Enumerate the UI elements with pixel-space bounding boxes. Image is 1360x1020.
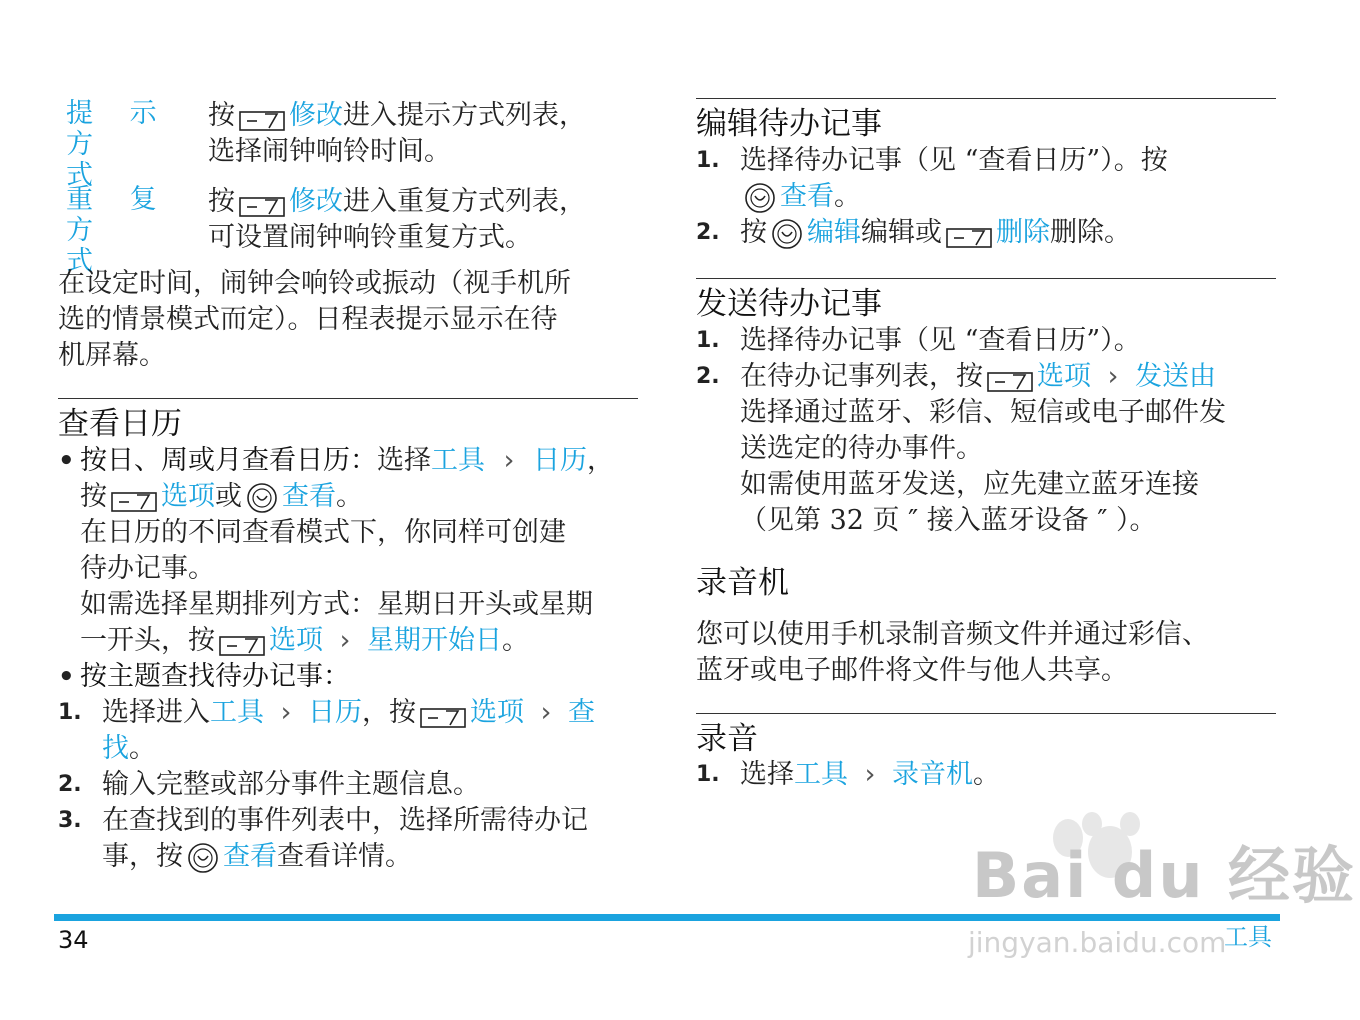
watermark-brand: Bai du 经验 (972, 839, 1357, 912)
chevron-right-icon: › (503, 445, 515, 476)
left-softkey-icon (987, 367, 1033, 389)
watermark-url: jingyan.baidu.com (968, 926, 1227, 959)
term-label-line: 式 (66, 160, 107, 191)
text: 选择通过蓝牙、彩信、短信或电子邮件发 (740, 397, 1226, 428)
section-divider (696, 98, 1276, 99)
text: 按 (208, 186, 235, 217)
step-number: 1. (58, 700, 82, 725)
view-link[interactable]: 查看 (282, 481, 336, 512)
chevron-right-icon: › (280, 697, 292, 728)
modify-link[interactable]: 修改 (289, 100, 343, 131)
left-softkey-icon (219, 631, 265, 653)
section-divider (58, 398, 638, 399)
chevron-right-icon: › (540, 697, 552, 728)
text: 在待办记事列表，按 (740, 361, 983, 392)
section-heading-recorder: 录音机 (696, 565, 789, 601)
chevron-right-icon: › (1107, 361, 1119, 392)
term-label-line: 提 示 方 (66, 98, 171, 160)
left-softkey-icon (946, 223, 992, 245)
text: 机屏幕。 (58, 340, 166, 371)
tools-link[interactable]: 工具 (794, 759, 848, 790)
term-label-line: 式 (66, 246, 107, 277)
options-link[interactable]: 选项 (269, 625, 323, 656)
chevron-right-icon: › (339, 625, 351, 656)
ok-navkey-icon (771, 218, 803, 250)
ok-navkey-icon (187, 842, 219, 874)
text: 蓝牙或电子邮件将文件与他人共享。 (696, 655, 1128, 686)
text: 。 (336, 481, 363, 512)
step-number: 2. (58, 772, 82, 797)
step-number: 2. (696, 364, 720, 389)
bullet-lead: 按日、周或月查看日历： (80, 445, 377, 476)
text: 进入提示方式列表， (343, 100, 586, 131)
left-softkey-icon (111, 487, 157, 509)
text: 送选定的待办事件。 (740, 433, 983, 464)
view-link[interactable]: 查看 (780, 181, 834, 212)
bullet-marker: • (58, 446, 75, 476)
section-divider (696, 713, 1276, 714)
footer-bar (54, 914, 1280, 921)
text: 选择 (377, 445, 431, 476)
text: 可设置闹钟响铃重复方式。 (208, 222, 532, 253)
section-heading-send-todo: 发送待办记事 (696, 286, 882, 322)
week-start-link[interactable]: 星期开始日 (367, 625, 502, 656)
text: 选的情景模式而定）。日程表提示显示在待 (58, 304, 558, 335)
calendar-link[interactable]: 日历 (308, 697, 362, 728)
delete-link[interactable]: 删除 (996, 217, 1050, 248)
bullet-marker: • (58, 662, 75, 692)
left-softkey-icon (420, 703, 466, 725)
section-divider (696, 278, 1276, 279)
text: 按 (740, 217, 767, 248)
term-label (66, 98, 191, 191)
send-via-link[interactable]: 发送由 (1135, 361, 1216, 392)
text: 如需选择星期排列方式：星期日开头或星期 (80, 589, 593, 620)
step-number: 1. (696, 328, 720, 353)
term-description (208, 98, 638, 170)
left-softkey-icon (239, 106, 285, 128)
text: 或 (215, 481, 242, 512)
term-description (208, 184, 638, 256)
section-heading-record: 录音 (696, 721, 758, 757)
ok-navkey-icon (246, 482, 278, 514)
find-link[interactable]: 查 (568, 697, 595, 728)
text: 。 (834, 181, 861, 212)
tools-link[interactable]: 工具 (210, 697, 264, 728)
page-number: 34 (58, 926, 89, 954)
find-link[interactable]: 找 (102, 733, 129, 764)
section-heading-view-calendar: 查看日历 (58, 406, 182, 442)
recorder-paragraph (696, 617, 1276, 689)
footer-section-label: 工具 (1224, 923, 1272, 951)
section-heading-edit-todo: 编辑待办记事 (696, 106, 882, 142)
term-label (66, 184, 191, 277)
ok-navkey-icon (744, 182, 776, 214)
tools-link[interactable]: 工具 (431, 445, 485, 476)
text: ， (587, 445, 614, 476)
options-link[interactable]: 选项 (1037, 361, 1091, 392)
text: 按 (208, 100, 235, 131)
text: ，按 (362, 697, 416, 728)
text: 一开头，按 (80, 625, 215, 656)
text: 在设定时间，闹钟会响铃或振动（视手机所 (58, 268, 571, 299)
step-number: 3. (58, 808, 82, 833)
calendar-link[interactable]: 日历 (533, 445, 587, 476)
text: 选择 (740, 759, 794, 790)
text: 按 (80, 481, 107, 512)
text: 查看详情。 (277, 841, 412, 872)
text: 编辑或 (861, 217, 942, 248)
text: 。 (129, 733, 156, 764)
step-number: 2. (696, 220, 720, 245)
bullet-lead: 按主题查找待办记事： (80, 661, 350, 692)
edit-link[interactable]: 编辑 (807, 217, 861, 248)
text: 输入完整或部分事件主题信息。 (102, 769, 480, 800)
chevron-right-icon: › (864, 759, 876, 790)
text: 。 (973, 759, 1000, 790)
text: 事，按 (102, 841, 183, 872)
text: 在查找到的事件列表中，选择所需待办记 (102, 805, 588, 836)
recorder-link[interactable]: 录音机 (892, 759, 973, 790)
view-link[interactable]: 查看 (223, 841, 277, 872)
alarm-paragraph (58, 266, 638, 374)
options-link[interactable]: 选项 (161, 481, 215, 512)
text: 删除。 (1050, 217, 1131, 248)
options-link[interactable]: 选项 (470, 697, 524, 728)
text: 选择待办记事（见 “查看日历”）。按 (740, 145, 1168, 176)
text: 选择进入 (102, 697, 210, 728)
text: 选择闹钟响铃时间。 (208, 136, 451, 167)
left-softkey-icon (239, 192, 285, 214)
step-number: 1. (696, 762, 720, 787)
text: 。 (502, 625, 529, 656)
text: 如需使用蓝牙发送，应先建立蓝牙连接 (740, 469, 1199, 500)
step-number: 1. (696, 148, 720, 173)
text: 在日历的不同查看模式下，你同样可创建 (80, 517, 566, 548)
text: 待办记事。 (80, 553, 215, 584)
text: 进入重复方式列表， (343, 186, 586, 217)
modify-link[interactable]: 修改 (289, 186, 343, 217)
text: 您可以使用手机录制音频文件并通过彩信、 (696, 619, 1209, 650)
term-label-line: 重 复 方 (66, 184, 171, 246)
text: （见第 32 页 ″ 接入蓝牙设备 ″ ）。 (740, 505, 1157, 536)
text: 选择待办记事（见 “查看日历”）。 (740, 325, 1141, 356)
